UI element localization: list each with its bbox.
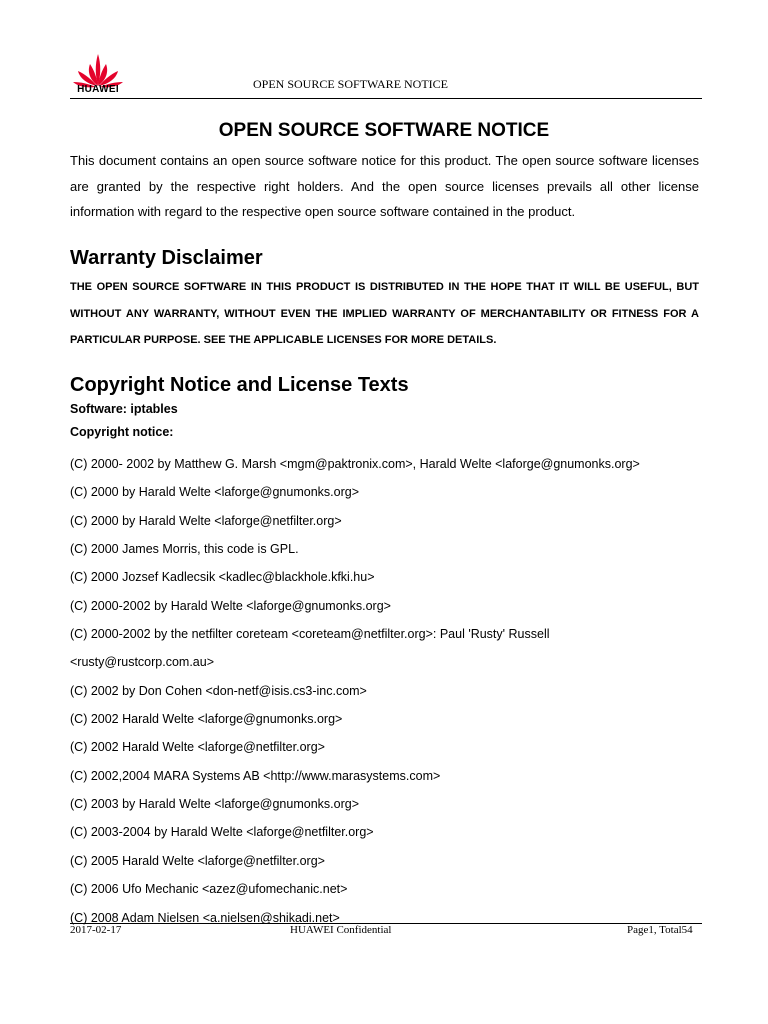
copyright-line: (C) 2000 by Harald Welte <laforge@netfilter.org> <box>70 513 342 528</box>
copyright-heading: Copyright Notice and License Texts <box>70 374 409 396</box>
warranty-heading: Warranty Disclaimer <box>70 247 263 269</box>
copyright-line: (C) 2002 by Don Cohen <don-netf@isis.cs3-inc.com> <box>70 683 367 698</box>
copyright-line: (C) 2002 Harald Welte <laforge@gnumonks.org> <box>70 712 343 727</box>
copyright-notice-label: Copyright notice: <box>70 425 174 439</box>
copyright-line: (C) 2002 Harald Welte <laforge@netfilter.org> <box>70 740 325 755</box>
footer-confidential: HUAWEI Confidential <box>290 924 392 936</box>
copyright-line: <rusty@rustcorp.com.au> <box>70 655 214 670</box>
intro-text: This document contains an open source software notice for this product. The open source software licenses are granted by the respective right holders. And the open source licenses prevails all other license information with regard to the respective open source software contained in the product. <box>70 153 699 219</box>
copyright-line: (C) 2000 Jozsef Kadlecsik <kadlec@blackhole.kfki.hu> <box>70 570 375 585</box>
copyright-lines <box>70 450 710 932</box>
document-title: OPEN SOURCE SOFTWARE NOTICE <box>218 120 550 141</box>
copyright-line: (C) 2000-2002 by the netfilter coreteam <coreteam@netfilter.org>: Paul 'Rusty' Russell <box>70 627 550 642</box>
copyright-line: (C) 2000 by Harald Welte <laforge@gnumonks.org> <box>70 485 359 500</box>
running-header-title: OPEN SOURCE SOFTWARE NOTICE <box>253 77 449 91</box>
copyright-line: (C) 2000- 2002 by Matthew G. Marsh <mgm@paktronix.com>, Harald Welte <laforge@gnumonks.org> <box>70 457 640 471</box>
software-label: Software: iptables <box>70 402 178 416</box>
copyright-line: (C) 2005 Harald Welte <laforge@netfilter.org> <box>70 853 325 868</box>
logo-wordmark: HUAWEI <box>77 84 119 95</box>
footer-date: 2017-02-17 <box>70 924 122 936</box>
intro-paragraph <box>70 148 699 225</box>
copyright-line: (C) 2000 James Morris, this code is GPL. <box>70 542 299 557</box>
copyright-line: (C) 2003 by Harald Welte <laforge@gnumonks.org> <box>70 797 359 812</box>
copyright-line: (C) 2003-2004 by Harald Welte <laforge@netfilter.org> <box>70 825 374 840</box>
warranty-text: THE OPEN SOURCE SOFTWARE IN THIS PRODUCT IS DISTRIBUTED IN THE HOPE THAT IT WILL BE USEFUL, BUT WITHOUT ANY WARRANTY, WITHOUT EVEN THE IMPLIED WARRANTY OF MERCHANTABILITY OR FITNESS FOR A PARTICULAR PURPOSE. SEE THE APPLICABLE LICENSES FOR MORE DETAILS. <box>70 281 699 346</box>
header-divider <box>70 98 702 99</box>
footer-page-number: Page1, Total54 <box>627 924 693 936</box>
copyright-line: (C) 2000-2002 by Harald Welte <laforge@gnumonks.org> <box>70 598 391 613</box>
copyright-line: (C) 2002,2004 MARA Systems AB <http://www.marasystems.com> <box>70 768 441 783</box>
copyright-line: (C) 2006 Ufo Mechanic <azez@ufomechanic.net> <box>70 882 348 897</box>
copyright-line: (C) 2008 Adam Nielsen <a.nielsen@shikadi.net> <box>70 910 340 925</box>
